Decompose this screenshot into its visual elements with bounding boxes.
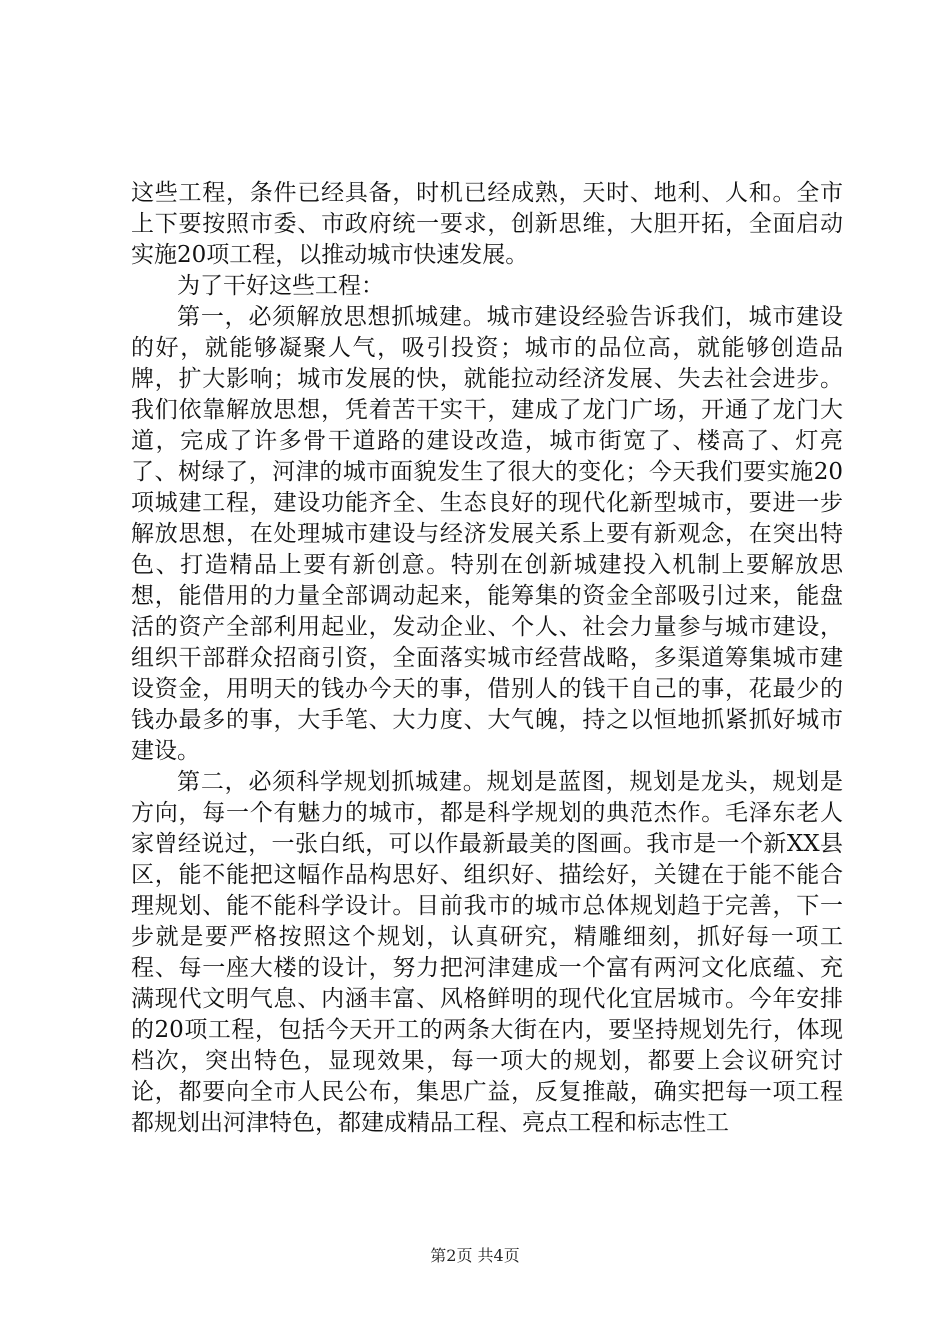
page-number-footer: 第2页 共4页: [430, 1246, 520, 1265]
paragraph-4: 第二，必须科学规划抓城建。规划是蓝图，规划是龙头，规划是方向，每一个有魅力的城市，都是科学规划的典范杰作。毛泽东老人家曾经说过，一张白纸，可以作最新最美的图画。我市是一个新XX县区，能不能把这幅作品构思好、组织好、描绘好，关键在于能不能合理规划、能不能科学设计。目前我市的城市总体规划趋于完善，下一步就是要严格按照这个规划，认真研究，精雕细刻，抓好每一项工程、每一座大楼的设计，努力把河津建成一个富有两河文化底蕴、充满现代文明气息、内涵丰富、风格鲜明的现代化宜居城市。今年安排的20项工程，包括今天开工的两条大街在内，要坚持规划先行，体现档次，突出特色，显现效果，每一项大的规划，都要上会议研究讨论，都要向全市人民公布，集思广益，反复推敲，确实把每一项工程都规划出河津特色，都建成精品工程、亮点工程和标志性工: [131, 769, 843, 1136]
paragraph-3: 第一，必须解放思想抓城建。城市建设经验告诉我们，城市建设的好，就能够凝聚人气，吸引投资；城市的品位高，就能够创造品牌，扩大影响；城市发展的快，就能拉动经济发展、失去社会进步。我们依靠解放思想，凭着苦干实干，建成了龙门广场，开通了龙门大道，完成了许多骨干道路的建设改造，城市街宽了、楼高了、灯亮了、树绿了，河津的城市面貌发生了很大的变化；今天我们要实施20项城建工程，建设功能齐全、生态良好的现代化新型城市，要进一步解放思想，在处理城市建设与经济发展关系上要有新观念，在突出特色、打造精品上要有新创意。特别在创新城建投入机制上要解放思想，能借用的力量全部调动起来，能筹集的资金全部吸引过来，能盘活的资产全部利用起业，发动企业、个人、社会力量参与城市建设，组织干部群众招商引资，全面落实城市经营战略，多渠道筹集城市建设资金，用明天的钱办今天的事，借别人的钱干自己的事，花最少的钱办最多的事，大手笔、大力度、大气魄，持之以恒地抓紧抓好城市建设。: [131, 304, 843, 764]
document-body: [131, 178, 843, 1139]
paragraph-1: 这些工程，条件已经具备，时机已经成熟，天时、地利、人和。全市上下要按照市委、市政府统一要求，创新思维，大胆开拓，全面启动实施20项工程，以推动城市快速发展。: [131, 180, 843, 268]
paragraph-2: 为了干好这些工程：: [177, 273, 384, 299]
